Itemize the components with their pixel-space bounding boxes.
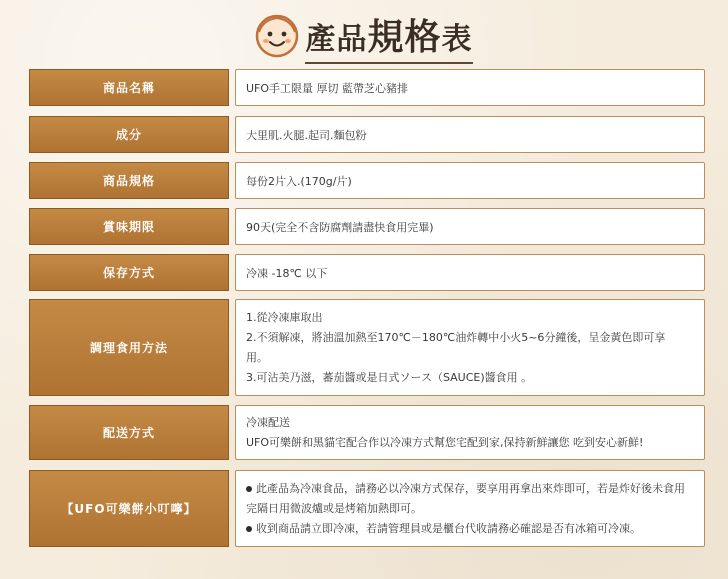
row-label: 商品名稱 bbox=[29, 69, 229, 106]
spec-row-reminder bbox=[29, 470, 705, 547]
smiley-face-icon bbox=[255, 14, 299, 58]
value-line: 大里肌.火腿.起司.麵包粉 bbox=[246, 128, 367, 142]
spec-row-specification bbox=[29, 162, 705, 199]
value-line: 冷凍配送 bbox=[246, 415, 290, 429]
value-line bbox=[246, 519, 641, 539]
value-line: 3.可沾美乃滋，蕃茄醬或是日式ソース（SAUCE)醬食用 。 bbox=[246, 370, 533, 384]
value-line: 90天(完全不含防腐劑請盡快食用完畢) bbox=[246, 220, 434, 234]
value-line: 2.不須解凍，將油溫加熱至170℃－180℃油炸轉中小火5~6分鐘後，呈金黃色即可享 bbox=[246, 330, 666, 344]
row-value bbox=[235, 116, 705, 153]
value-line: UFO手工限量 厚切 藍帶芝心豬排 bbox=[246, 81, 409, 95]
title-part-2: 規格 bbox=[367, 15, 442, 58]
page-title bbox=[305, 9, 472, 64]
value-line: 冷凍 -18℃ 以下 bbox=[246, 266, 328, 280]
row-value bbox=[235, 254, 705, 291]
title-part-1: 產品 bbox=[305, 21, 368, 57]
row-value bbox=[235, 69, 705, 106]
row-value bbox=[235, 208, 705, 245]
bullet-icon bbox=[246, 526, 252, 532]
row-label: 賞味期限 bbox=[29, 208, 229, 245]
spec-row-ingredients bbox=[29, 116, 705, 153]
row-label: 成分 bbox=[29, 116, 229, 153]
value-line: 每份2片入.(170g/片) bbox=[246, 174, 352, 188]
value-line: 完隔日用微波爐或是烤箱加熱即可。 bbox=[246, 501, 422, 515]
row-label: 【UFO可樂餅小叮嚀】 bbox=[29, 470, 229, 547]
spec-row-delivery bbox=[29, 405, 705, 460]
page-header bbox=[0, 8, 728, 64]
value-text: 此產品為冷凍食品，請務必以冷凍方式保存，要享用再拿出來炸即可，若是炸好後未食用 bbox=[256, 481, 685, 495]
title-part-3: 表 bbox=[441, 21, 473, 57]
row-value bbox=[235, 470, 705, 547]
spec-row-shelf-life bbox=[29, 208, 705, 245]
row-label: 保存方式 bbox=[29, 254, 229, 291]
row-value bbox=[235, 299, 705, 396]
value-line: 用。 bbox=[246, 350, 268, 364]
row-label: 商品規格 bbox=[29, 162, 229, 199]
row-label: 配送方式 bbox=[29, 405, 229, 460]
row-value bbox=[235, 405, 705, 460]
value-line: 1.從冷凍庫取出 bbox=[246, 310, 323, 324]
bullet-icon bbox=[246, 486, 252, 492]
spec-row-storage bbox=[29, 254, 705, 291]
spec-row-product-name bbox=[29, 69, 705, 106]
value-text: 收到商品請立即冷凍，若請管理員或是櫃台代收請務必確認是否有冰箱可冷凍。 bbox=[256, 521, 641, 535]
value-line: UFO可樂餅和黑貓宅配合作以冷凍方式幫您宅配到家,保持新鮮讓您 吃到安心新鮮! bbox=[246, 435, 644, 449]
row-value bbox=[235, 162, 705, 199]
row-label: 調理食用方法 bbox=[29, 299, 229, 396]
value-line bbox=[246, 479, 685, 499]
spec-row-cooking bbox=[29, 299, 705, 396]
